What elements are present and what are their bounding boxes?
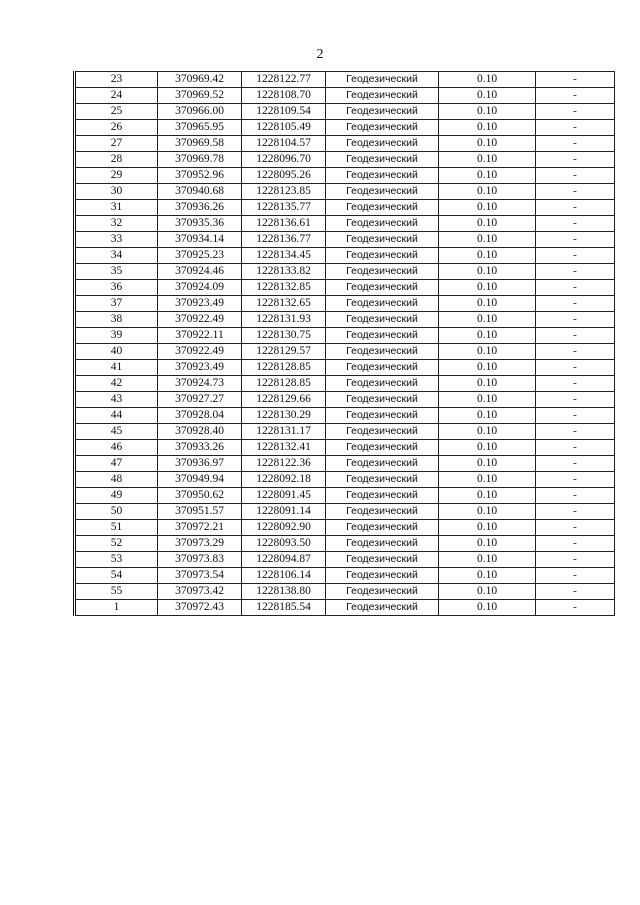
- note-cell: -: [536, 312, 615, 328]
- accuracy-cell: 0.10: [439, 600, 536, 616]
- accuracy-cell: 0.10: [439, 488, 536, 504]
- note-cell: -: [536, 408, 615, 424]
- y-coordinate-cell: 1228129.57: [242, 344, 326, 360]
- table-row: [75, 536, 615, 552]
- x-coordinate-cell: 370933.26: [158, 440, 242, 456]
- y-coordinate-cell: 1228135.77: [242, 200, 326, 216]
- point-number-cell: 50: [75, 504, 158, 520]
- accuracy-cell: 0.10: [439, 520, 536, 536]
- table-row: [75, 552, 615, 568]
- method-cell: Геодезический: [326, 296, 439, 312]
- x-coordinate-cell: 370924.46: [158, 264, 242, 280]
- y-coordinate-cell: 1228091.45: [242, 488, 326, 504]
- accuracy-cell: 0.10: [439, 568, 536, 584]
- point-number-cell: 31: [75, 200, 158, 216]
- method-cell: Геодезический: [326, 584, 439, 600]
- y-coordinate-cell: 1228136.61: [242, 216, 326, 232]
- note-cell: -: [536, 216, 615, 232]
- x-coordinate-cell: 370966.00: [158, 104, 242, 120]
- method-cell: Геодезический: [326, 312, 439, 328]
- note-cell: -: [536, 296, 615, 312]
- table-row: [75, 584, 615, 600]
- y-coordinate-cell: 1228092.90: [242, 520, 326, 536]
- note-cell: -: [536, 200, 615, 216]
- note-cell: -: [536, 152, 615, 168]
- point-number-cell: 53: [75, 552, 158, 568]
- table-row: [75, 232, 615, 248]
- note-cell: -: [536, 72, 615, 88]
- point-number-cell: 34: [75, 248, 158, 264]
- note-cell: -: [536, 184, 615, 200]
- table-row: [75, 600, 615, 616]
- accuracy-cell: 0.10: [439, 376, 536, 392]
- y-coordinate-cell: 1228129.66: [242, 392, 326, 408]
- note-cell: -: [536, 136, 615, 152]
- method-cell: Геодезический: [326, 120, 439, 136]
- y-coordinate-cell: 1228138.80: [242, 584, 326, 600]
- table-row: [75, 136, 615, 152]
- y-coordinate-cell: 1228104.57: [242, 136, 326, 152]
- note-cell: -: [536, 392, 615, 408]
- y-coordinate-cell: 1228105.49: [242, 120, 326, 136]
- method-cell: Геодезический: [326, 168, 439, 184]
- table-row: [75, 280, 615, 296]
- point-number-cell: 47: [75, 456, 158, 472]
- table-row: [75, 456, 615, 472]
- y-coordinate-cell: 1228130.75: [242, 328, 326, 344]
- note-cell: -: [536, 344, 615, 360]
- method-cell: Геодезический: [326, 216, 439, 232]
- y-coordinate-cell: 1228130.29: [242, 408, 326, 424]
- point-number-cell: 45: [75, 424, 158, 440]
- method-cell: Геодезический: [326, 184, 439, 200]
- x-coordinate-cell: 370923.49: [158, 360, 242, 376]
- accuracy-cell: 0.10: [439, 392, 536, 408]
- method-cell: Геодезический: [326, 552, 439, 568]
- method-cell: Геодезический: [326, 488, 439, 504]
- y-coordinate-cell: 1228133.82: [242, 264, 326, 280]
- note-cell: -: [536, 472, 615, 488]
- method-cell: Геодезический: [326, 232, 439, 248]
- accuracy-cell: 0.10: [439, 440, 536, 456]
- point-number-cell: 23: [75, 72, 158, 88]
- accuracy-cell: 0.10: [439, 504, 536, 520]
- note-cell: -: [536, 488, 615, 504]
- x-coordinate-cell: 370951.57: [158, 504, 242, 520]
- accuracy-cell: 0.10: [439, 472, 536, 488]
- x-coordinate-cell: 370973.54: [158, 568, 242, 584]
- y-coordinate-cell: 1228134.45: [242, 248, 326, 264]
- y-coordinate-cell: 1228132.85: [242, 280, 326, 296]
- accuracy-cell: 0.10: [439, 552, 536, 568]
- method-cell: Геодезический: [326, 104, 439, 120]
- x-coordinate-cell: 370924.09: [158, 280, 242, 296]
- note-cell: -: [536, 504, 615, 520]
- point-number-cell: 39: [75, 328, 158, 344]
- method-cell: Геодезический: [326, 152, 439, 168]
- note-cell: -: [536, 376, 615, 392]
- accuracy-cell: 0.10: [439, 360, 536, 376]
- point-number-cell: 29: [75, 168, 158, 184]
- x-coordinate-cell: 370940.68: [158, 184, 242, 200]
- point-number-cell: 25: [75, 104, 158, 120]
- y-coordinate-cell: 1228185.54: [242, 600, 326, 616]
- accuracy-cell: 0.10: [439, 88, 536, 104]
- x-coordinate-cell: 370969.58: [158, 136, 242, 152]
- accuracy-cell: 0.10: [439, 584, 536, 600]
- point-number-cell: 27: [75, 136, 158, 152]
- accuracy-cell: 0.10: [439, 72, 536, 88]
- method-cell: Геодезический: [326, 456, 439, 472]
- table-row: [75, 120, 615, 136]
- table-row: [75, 216, 615, 232]
- point-number-cell: 52: [75, 536, 158, 552]
- method-cell: Геодезический: [326, 472, 439, 488]
- note-cell: -: [536, 584, 615, 600]
- x-coordinate-cell: 370928.04: [158, 408, 242, 424]
- table-row: [75, 408, 615, 424]
- accuracy-cell: 0.10: [439, 456, 536, 472]
- method-cell: Геодезический: [326, 536, 439, 552]
- note-cell: -: [536, 440, 615, 456]
- x-coordinate-cell: 370927.27: [158, 392, 242, 408]
- point-number-cell: 32: [75, 216, 158, 232]
- x-coordinate-cell: 370973.83: [158, 552, 242, 568]
- note-cell: -: [536, 424, 615, 440]
- table-row: [75, 568, 615, 584]
- table-row: [75, 152, 615, 168]
- y-coordinate-cell: 1228131.17: [242, 424, 326, 440]
- method-cell: Геодезический: [326, 280, 439, 296]
- table-row: [75, 72, 615, 88]
- point-number-cell: 54: [75, 568, 158, 584]
- note-cell: -: [536, 88, 615, 104]
- method-cell: Геодезический: [326, 88, 439, 104]
- x-coordinate-cell: 370972.21: [158, 520, 242, 536]
- note-cell: -: [536, 456, 615, 472]
- accuracy-cell: 0.10: [439, 120, 536, 136]
- x-coordinate-cell: 370934.14: [158, 232, 242, 248]
- x-coordinate-cell: 370922.11: [158, 328, 242, 344]
- method-cell: Геодезический: [326, 520, 439, 536]
- x-coordinate-cell: 370965.95: [158, 120, 242, 136]
- x-coordinate-cell: 370936.26: [158, 200, 242, 216]
- y-coordinate-cell: 1228091.14: [242, 504, 326, 520]
- x-coordinate-cell: 370973.42: [158, 584, 242, 600]
- method-cell: Геодезический: [326, 376, 439, 392]
- table-row: [75, 104, 615, 120]
- note-cell: -: [536, 360, 615, 376]
- accuracy-cell: 0.10: [439, 296, 536, 312]
- point-number-cell: 46: [75, 440, 158, 456]
- point-number-cell: 40: [75, 344, 158, 360]
- table-row: [75, 200, 615, 216]
- accuracy-cell: 0.10: [439, 248, 536, 264]
- table-row: [75, 184, 615, 200]
- table-row: [75, 88, 615, 104]
- x-coordinate-cell: 370950.62: [158, 488, 242, 504]
- point-number-cell: 44: [75, 408, 158, 424]
- x-coordinate-cell: 370952.96: [158, 168, 242, 184]
- accuracy-cell: 0.10: [439, 408, 536, 424]
- x-coordinate-cell: 370935.36: [158, 216, 242, 232]
- y-coordinate-cell: 1228128.85: [242, 376, 326, 392]
- accuracy-cell: 0.10: [439, 152, 536, 168]
- accuracy-cell: 0.10: [439, 280, 536, 296]
- accuracy-cell: 0.10: [439, 232, 536, 248]
- table-row: [75, 312, 615, 328]
- method-cell: Геодезический: [326, 424, 439, 440]
- y-coordinate-cell: 1228131.93: [242, 312, 326, 328]
- y-coordinate-cell: 1228128.85: [242, 360, 326, 376]
- point-number-cell: 24: [75, 88, 158, 104]
- y-coordinate-cell: 1228122.77: [242, 72, 326, 88]
- point-number-cell: 49: [75, 488, 158, 504]
- method-cell: Геодезический: [326, 328, 439, 344]
- x-coordinate-cell: 370949.94: [158, 472, 242, 488]
- method-cell: Геодезический: [326, 72, 439, 88]
- table-row: [75, 168, 615, 184]
- y-coordinate-cell: 1228096.70: [242, 152, 326, 168]
- table-row: [75, 264, 615, 280]
- x-coordinate-cell: 370973.29: [158, 536, 242, 552]
- note-cell: -: [536, 264, 615, 280]
- point-number-cell: 51: [75, 520, 158, 536]
- x-coordinate-cell: 370969.78: [158, 152, 242, 168]
- y-coordinate-cell: 1228109.54: [242, 104, 326, 120]
- x-coordinate-cell: 370928.40: [158, 424, 242, 440]
- x-coordinate-cell: 370922.49: [158, 344, 242, 360]
- x-coordinate-cell: 370969.52: [158, 88, 242, 104]
- method-cell: Геодезический: [326, 360, 439, 376]
- method-cell: Геодезический: [326, 248, 439, 264]
- accuracy-cell: 0.10: [439, 536, 536, 552]
- note-cell: -: [536, 168, 615, 184]
- note-cell: -: [536, 568, 615, 584]
- table-row: [75, 504, 615, 520]
- point-number-cell: 48: [75, 472, 158, 488]
- y-coordinate-cell: 1228094.87: [242, 552, 326, 568]
- table-row: [75, 472, 615, 488]
- coordinates-table-body: [75, 72, 615, 616]
- x-coordinate-cell: 370969.42: [158, 72, 242, 88]
- y-coordinate-cell: 1228095.26: [242, 168, 326, 184]
- method-cell: Геодезический: [326, 568, 439, 584]
- point-number-cell: 42: [75, 376, 158, 392]
- method-cell: Геодезический: [326, 408, 439, 424]
- table-row: [75, 520, 615, 536]
- note-cell: -: [536, 104, 615, 120]
- note-cell: -: [536, 280, 615, 296]
- y-coordinate-cell: 1228122.36: [242, 456, 326, 472]
- y-coordinate-cell: 1228106.14: [242, 568, 326, 584]
- method-cell: Геодезический: [326, 344, 439, 360]
- method-cell: Геодезический: [326, 504, 439, 520]
- accuracy-cell: 0.10: [439, 136, 536, 152]
- y-coordinate-cell: 1228132.41: [242, 440, 326, 456]
- table-row: [75, 360, 615, 376]
- method-cell: Геодезический: [326, 200, 439, 216]
- accuracy-cell: 0.10: [439, 216, 536, 232]
- point-number-cell: 26: [75, 120, 158, 136]
- method-cell: Геодезический: [326, 136, 439, 152]
- x-coordinate-cell: 370924.73: [158, 376, 242, 392]
- table-row: [75, 248, 615, 264]
- note-cell: -: [536, 520, 615, 536]
- accuracy-cell: 0.10: [439, 104, 536, 120]
- note-cell: -: [536, 248, 615, 264]
- y-coordinate-cell: 1228123.85: [242, 184, 326, 200]
- accuracy-cell: 0.10: [439, 424, 536, 440]
- point-number-cell: 37: [75, 296, 158, 312]
- accuracy-cell: 0.10: [439, 312, 536, 328]
- point-number-cell: 33: [75, 232, 158, 248]
- point-number-cell: 43: [75, 392, 158, 408]
- table-row: [75, 392, 615, 408]
- y-coordinate-cell: 1228136.77: [242, 232, 326, 248]
- method-cell: Геодезический: [326, 600, 439, 616]
- table-row: [75, 344, 615, 360]
- table-row: [75, 440, 615, 456]
- point-number-cell: 36: [75, 280, 158, 296]
- y-coordinate-cell: 1228093.50: [242, 536, 326, 552]
- table-row: [75, 424, 615, 440]
- note-cell: -: [536, 232, 615, 248]
- point-number-cell: 41: [75, 360, 158, 376]
- accuracy-cell: 0.10: [439, 184, 536, 200]
- x-coordinate-cell: 370923.49: [158, 296, 242, 312]
- x-coordinate-cell: 370922.49: [158, 312, 242, 328]
- table-row: [75, 296, 615, 312]
- accuracy-cell: 0.10: [439, 328, 536, 344]
- point-number-cell: 30: [75, 184, 158, 200]
- note-cell: -: [536, 120, 615, 136]
- note-cell: -: [536, 536, 615, 552]
- table-row: [75, 488, 615, 504]
- x-coordinate-cell: 370925.23: [158, 248, 242, 264]
- table-row: [75, 328, 615, 344]
- method-cell: Геодезический: [326, 392, 439, 408]
- x-coordinate-cell: 370972.43: [158, 600, 242, 616]
- method-cell: Геодезический: [326, 440, 439, 456]
- y-coordinate-cell: 1228108.70: [242, 88, 326, 104]
- table-row: [75, 376, 615, 392]
- accuracy-cell: 0.10: [439, 168, 536, 184]
- point-number-cell: 1: [75, 600, 158, 616]
- point-number-cell: 35: [75, 264, 158, 280]
- method-cell: Геодезический: [326, 264, 439, 280]
- coordinates-table: [73, 71, 615, 616]
- point-number-cell: 38: [75, 312, 158, 328]
- accuracy-cell: 0.10: [439, 200, 536, 216]
- point-number-cell: 55: [75, 584, 158, 600]
- note-cell: -: [536, 552, 615, 568]
- y-coordinate-cell: 1228092.18: [242, 472, 326, 488]
- note-cell: -: [536, 600, 615, 616]
- accuracy-cell: 0.10: [439, 264, 536, 280]
- x-coordinate-cell: 370936.97: [158, 456, 242, 472]
- accuracy-cell: 0.10: [439, 344, 536, 360]
- note-cell: -: [536, 328, 615, 344]
- y-coordinate-cell: 1228132.65: [242, 296, 326, 312]
- point-number-cell: 28: [75, 152, 158, 168]
- page-number: 2: [316, 47, 324, 62]
